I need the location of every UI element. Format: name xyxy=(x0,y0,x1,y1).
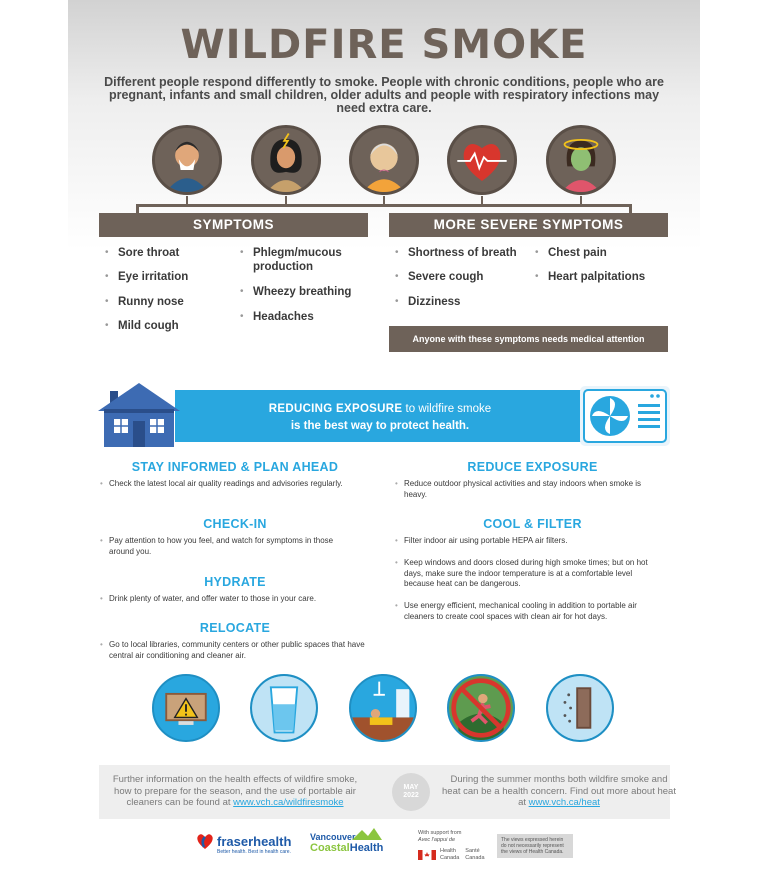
relocate-heading: RELOCATE xyxy=(199,621,271,635)
canada-flag-icon xyxy=(418,850,436,860)
severe-symptom-item: • Chest pain xyxy=(535,247,607,259)
cool-filter-heading: COOL & FILTER xyxy=(483,517,582,531)
reduce-exposure-item: • Reduce outdoor physical activities and stay indoors when smoke is heavy. xyxy=(395,479,642,499)
cool-filter-item: • Filter indoor air using portable HEPA air filters. xyxy=(395,536,568,545)
date-badge: MAY 2022 xyxy=(392,773,430,811)
symptoms-heading: SYMPTOMS xyxy=(99,213,368,237)
symptom-item: • Mild cough xyxy=(105,320,179,332)
water-glass-icon xyxy=(250,674,318,742)
severe-symptoms-heading: MORE SEVERE SYMPTOMS xyxy=(389,213,668,237)
disclaimer-box: The views expressed herein do not necessarily represent the views of Health Canada. xyxy=(497,834,573,858)
stay-informed-item: • Check the latest local air quality readings and advisories regularly. xyxy=(100,479,343,488)
stay-informed-heading: STAY INFORMED & PLAN AHEAD xyxy=(131,460,339,474)
symptom-item: • Headaches xyxy=(240,311,314,323)
symptom-item: • Sore throat xyxy=(105,247,180,259)
no-outdoor-activity-icon xyxy=(447,674,515,742)
vancouver-coastal-health-logo: Vancouver CoastalHealth xyxy=(310,832,383,854)
health-canada-support: With support from Avec l'appui de Health Canada Santé Canada xyxy=(418,830,485,861)
wildfire-smoke-link[interactable]: www.vch.ca/wildfiresmoke xyxy=(233,797,344,808)
indoor-cooling-space-icon xyxy=(349,674,417,742)
fraser-health-logo: fraserhealth Better health. Best in health care. xyxy=(195,831,291,855)
severe-symptom-item: • Severe cough xyxy=(395,271,484,283)
cool-filter-item: • Keep windows and doors closed during high smoke times; but on hot days, make sure the indoor temperature is at a comfortable level because heat can be dangerous. xyxy=(395,558,648,588)
hydrate-item: • Drink plenty of water, and offer water to those in your care. xyxy=(100,594,317,603)
heart-logo-icon xyxy=(195,831,215,851)
relocate-item: • Go to local libraries, community centers or other public spaces that have central air conditioning and cleaner air. xyxy=(100,640,365,660)
house-icon xyxy=(96,381,182,447)
mountain-logo-icon xyxy=(352,828,382,840)
reduce-exposure-heading: REDUCE EXPOSURE xyxy=(467,460,598,474)
person-sneezing-icon xyxy=(152,125,222,195)
cool-filter-item: • Use energy efficient, mechanical cooling in addition to portable air cleaners to create cool spaces with clean air for hot days. xyxy=(395,601,637,621)
person-headache-icon xyxy=(251,125,321,195)
heart-icon xyxy=(447,125,517,195)
severe-symptom-item: • Heart palpitations xyxy=(535,271,646,283)
check-in-item: • Pay attention to how you feel, and watch for symptoms in those around you. xyxy=(100,536,334,556)
intro-text: Different people respond differently to smoke. People with chronic conditions, people who are pregnant, infants and small children, older adults and people with respiratory infections may need extra care. xyxy=(104,75,664,115)
heat-link[interactable]: www.vch.ca/heat xyxy=(528,797,600,808)
connector-line xyxy=(136,204,632,207)
symptom-item: • Wheezy breathing xyxy=(240,286,352,298)
older-adult-icon xyxy=(349,125,419,195)
connector xyxy=(629,205,632,213)
air-conditioner-icon xyxy=(580,386,670,446)
symptom-item: • Eye irritation xyxy=(105,271,189,283)
check-in-heading: CHECK-IN xyxy=(203,517,267,531)
symptom-item: • Runny nose xyxy=(105,296,184,308)
medical-attention-note: Anyone with these symptoms needs medical attention xyxy=(389,326,668,352)
severe-symptom-item: • Shortness of breath xyxy=(395,247,517,259)
symptom-item: • Phlegm/mucous production xyxy=(240,247,342,273)
page-title: WILDFIRE SMOKE xyxy=(180,22,588,68)
connector xyxy=(136,205,139,213)
exposure-banner-text: REDUCING EXPOSURE to wildfire smoke is the best way to protect health. xyxy=(268,403,492,432)
hydrate-heading: HYDRATE xyxy=(204,575,266,589)
footer-right-text: During the summer months both wildfire smoke and heat can be a health concern. Find out more about heat at www.vch.ca/heat xyxy=(442,774,676,808)
dizzy-person-icon xyxy=(546,125,616,195)
air-quality-monitor-icon xyxy=(152,674,220,742)
air-purifier-icon xyxy=(546,674,614,742)
severe-symptom-item: • Dizziness xyxy=(395,296,461,308)
footer-left-text: Further information on the health effects of wildfire smoke, how to prepare for the season, and the use of portable air cleaners can be found at www.vch.ca/wildfiresmoke xyxy=(112,774,358,808)
